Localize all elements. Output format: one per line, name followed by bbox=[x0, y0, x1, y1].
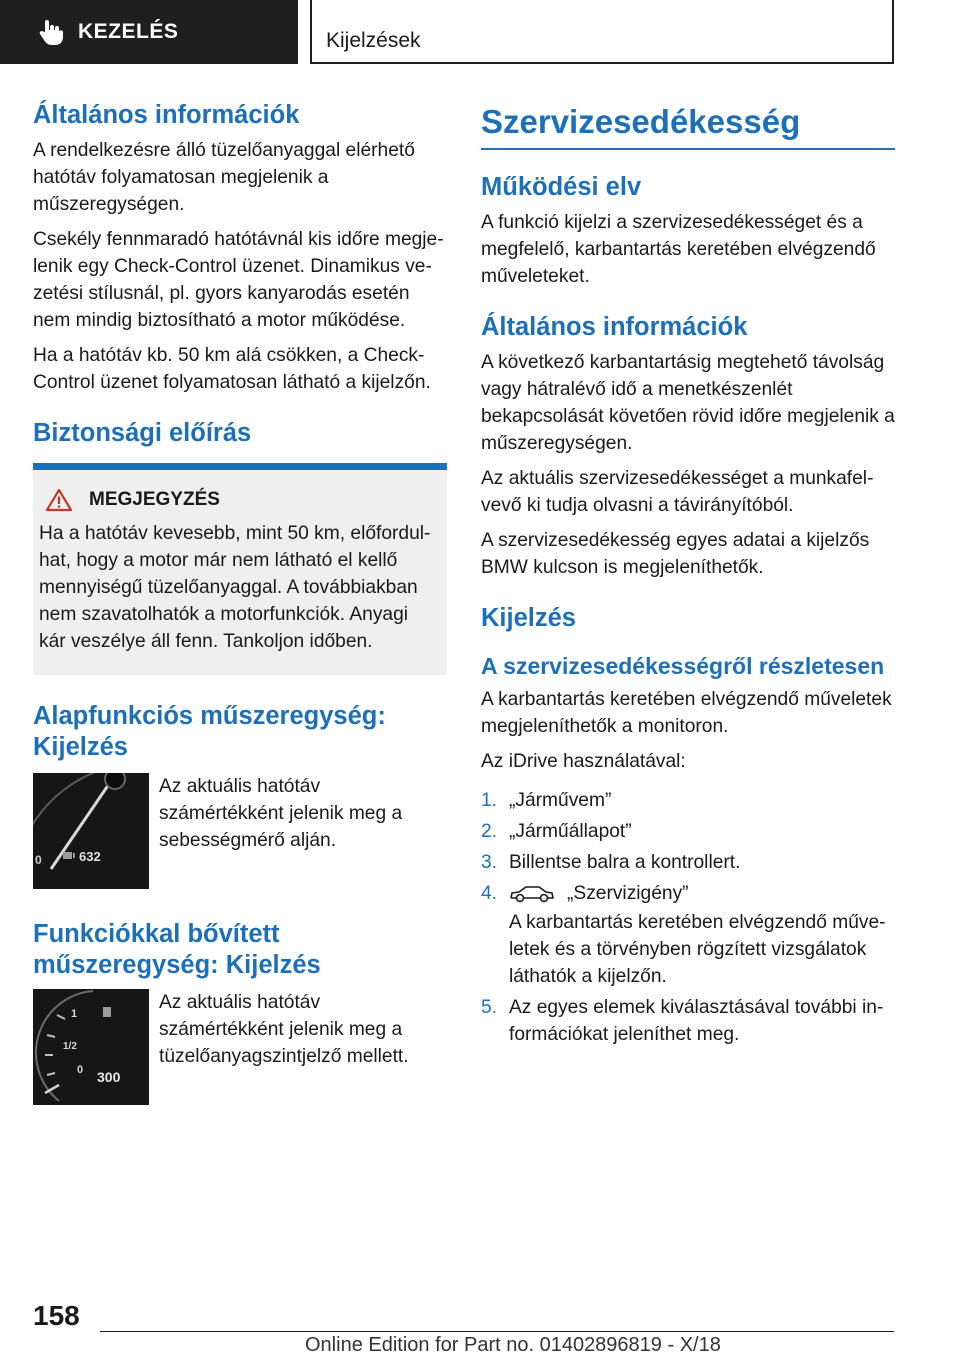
paragraph: A következő karbantartásig megtehető távolság vagy hátralévő idő a menetkészenlét bekapcsolását követően rövid időre megjelenik a műszeregységen. bbox=[481, 352, 895, 454]
step-number: 5. bbox=[481, 997, 498, 1018]
step-number: 1. bbox=[481, 790, 498, 811]
left-column bbox=[33, 100, 447, 1105]
extended-cluster-heading: Funkciókkal bővített műszeregység: Kijelzés bbox=[33, 920, 321, 979]
paragraph: A funkció kijelzi a szervizesedékességet és a megfelelő, karbantartás keretében elvégzendő műveleteket. bbox=[481, 212, 876, 287]
step-number: 2. bbox=[481, 821, 498, 842]
step-text: „Járműállapot” bbox=[509, 821, 632, 842]
paragraph: Ha a hatótáv kb. 50 km alá csökken, a Check-Control üzenet folyamatosan látható a kijelzőn. bbox=[33, 345, 431, 393]
safety-heading: Biztonsági előírás bbox=[33, 419, 252, 447]
section-title: KEZELÉS bbox=[78, 20, 179, 43]
step-text: „Szervizigény” bbox=[567, 883, 689, 904]
step-number: 4. bbox=[481, 883, 498, 904]
paragraph: Az iDrive használatával: bbox=[481, 751, 686, 772]
section-tab bbox=[0, 0, 298, 64]
service-due-heading: Szervizesedékesség bbox=[481, 100, 895, 150]
warning-triangle-icon bbox=[45, 488, 73, 512]
step-text: Az egyes elemek kiválasztásával további információkat jeleníthet meg. bbox=[509, 997, 884, 1045]
page-number: 158 bbox=[33, 1300, 80, 1331]
notice-label: MEGJEGYZÉS bbox=[89, 489, 220, 510]
paragraph: A karbantartás keretében elvégzendő műveletek megjeleníthetők a monitoron. bbox=[481, 689, 892, 737]
notice-title bbox=[39, 488, 439, 512]
basic-cluster-heading: Alapfunkciós műszeregység: Kijelzés bbox=[33, 702, 386, 761]
step-subtext: A karbantartás keretében elvégzendő műveletek és a törvényben rögzített vizsgálatok láthatók a kijelzőn. bbox=[509, 912, 886, 987]
list-item bbox=[481, 880, 895, 990]
principle-heading: Működési elv bbox=[481, 173, 642, 201]
basic-cluster-figure bbox=[33, 773, 447, 889]
list-item bbox=[481, 849, 895, 876]
chapter-box bbox=[310, 0, 894, 64]
range-value: 300 bbox=[97, 1069, 121, 1085]
general-info-heading: Általános információk bbox=[33, 101, 300, 129]
footer-text: Online Edition for Part no. 01402896819 - X/18 bbox=[305, 1334, 721, 1356]
footer-divider bbox=[100, 1331, 894, 1332]
range-value: 632 bbox=[79, 849, 101, 864]
page-header bbox=[0, 0, 960, 66]
gauge-one: 1 bbox=[71, 1008, 78, 1020]
details-subheading: A szervizesedékességről részletesen bbox=[481, 653, 885, 679]
extended-cluster-text: Az aktuális hatótáv számértékként jelenik meg a tüzelőanyagszintjelző mellett. bbox=[159, 992, 409, 1067]
paragraph: Csekély fennmaradó hatótávnál kis időre megjelenik egy Check-Control üzenet. Dinamikus vezetési stílusnál, pl. gyors kanyarodás esetén nem mindig biztosítható a motor működése. bbox=[33, 229, 444, 331]
idrive-steps bbox=[481, 787, 895, 1048]
right-column bbox=[481, 100, 895, 1052]
notice-text: Ha a hatótáv kevesebb, mint 50 km, előfordulhat, hogy a motor már nem látható el kellő mennyiségű tüzelőanyaggal. A továbbiakban nem szavatolhatók a motorfunkciók. Anyagi kár veszélye áll fenn. Tankoljon időben. bbox=[39, 523, 431, 652]
paragraph: A rendelkezésre álló tüzelőanyaggal elérhető hatótáv folyamatosan megjelenik a műszeregységen. bbox=[33, 140, 415, 215]
pointing-hand-icon bbox=[38, 18, 64, 46]
fuel-gauge-image bbox=[33, 989, 149, 1105]
paragraph: Az aktuális szervizesedékességet a munkafelvevő ki tudja olvasni a távirányítóból. bbox=[481, 468, 874, 516]
speedometer-image bbox=[33, 773, 149, 889]
car-icon bbox=[509, 884, 555, 904]
divider bbox=[33, 463, 447, 470]
paragraph: A szervizesedékesség egyes adatai a kijelzős BMW kulcson is megjeleníthetők. bbox=[481, 530, 870, 578]
chapter-title: Kijelzések bbox=[326, 29, 421, 52]
basic-cluster-text: Az aktuális hatótáv számértékként jelenik meg a sebességmérő alján. bbox=[159, 776, 403, 851]
list-item bbox=[481, 818, 895, 845]
step-text: „Járművem” bbox=[509, 790, 612, 811]
gauge-zero: 0 bbox=[35, 853, 42, 867]
gauge-half: 1/2 bbox=[63, 1041, 77, 1052]
gauge-zero: 0 bbox=[77, 1064, 84, 1076]
display-heading: Kijelzés bbox=[481, 604, 576, 632]
list-item bbox=[481, 994, 895, 1048]
extended-cluster-figure bbox=[33, 989, 447, 1105]
general-info-heading: Általános információk bbox=[481, 313, 748, 341]
notice-box bbox=[33, 470, 447, 675]
step-number: 3. bbox=[481, 852, 498, 873]
list-item bbox=[481, 787, 895, 814]
step-text: Billentse balra a kontrollert. bbox=[509, 852, 741, 873]
